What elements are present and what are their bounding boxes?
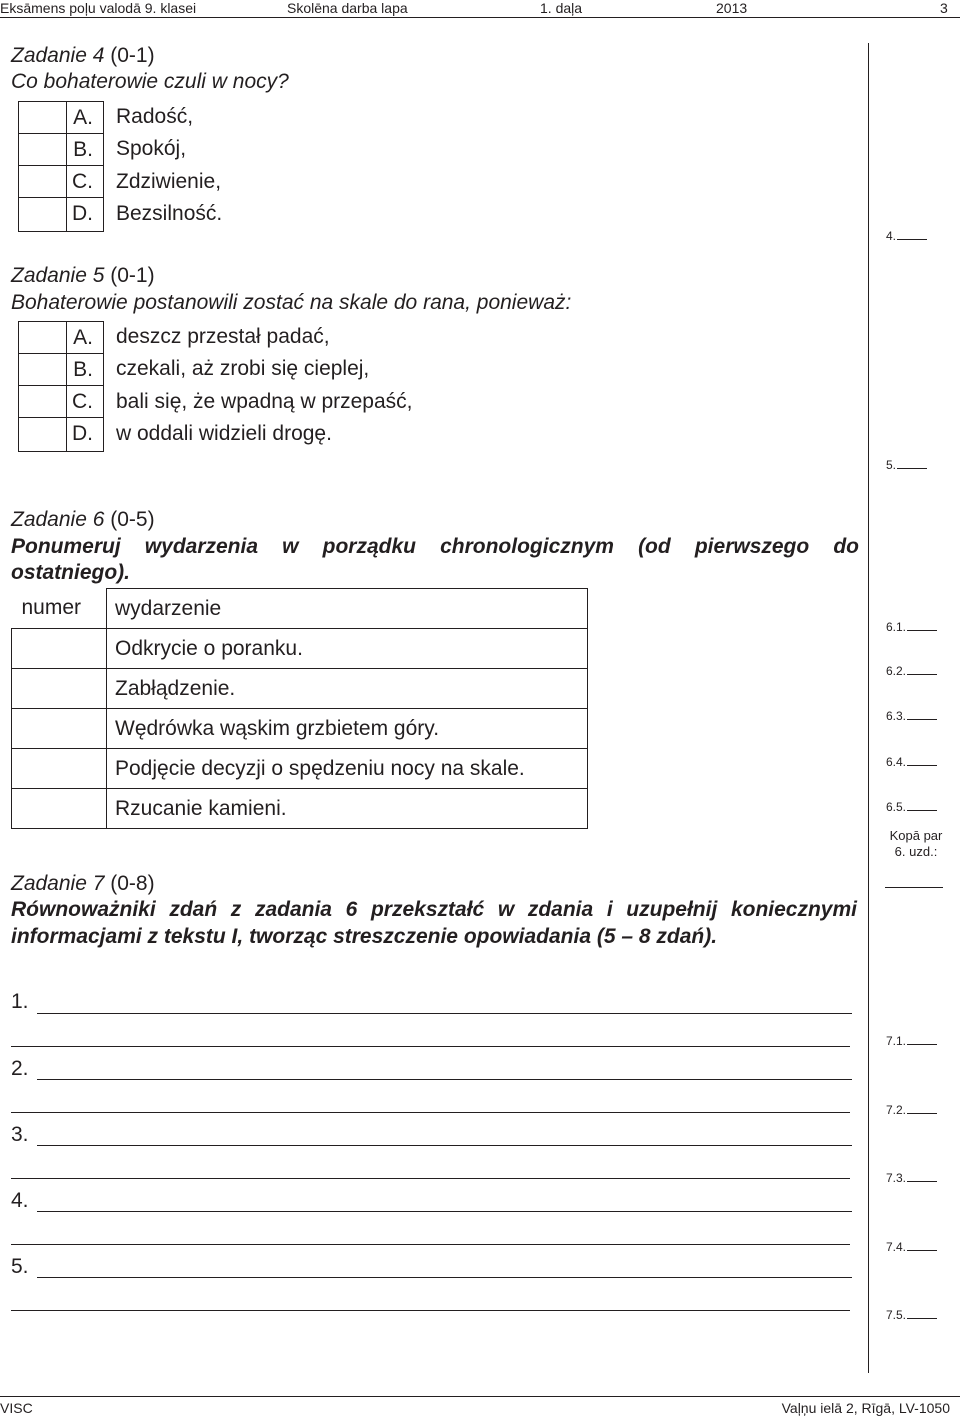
task4-option-b-text: Spokój, [116, 137, 187, 160]
score-7-2: 7.2. [886, 1103, 937, 1117]
answer-line-number: 4. [11, 1189, 29, 1212]
table-row [12, 749, 588, 789]
event-number-input[interactable] [12, 789, 107, 829]
task4-option-b-checkbox[interactable]: B. [19, 134, 103, 166]
event-number-input[interactable] [12, 749, 107, 789]
footer-address: Vaļņu ielā 2, Rīgā, LV-1050 [781, 1400, 950, 1416]
score-6-1: 6.1. [886, 620, 937, 634]
answer-line[interactable] [11, 1046, 850, 1047]
task7-instruction-line2: informacjami z tekstu I, tworząc streszczenie opowiadania (5 – 8 zdań). [11, 925, 718, 948]
task5-title: Zadanie 5 [11, 264, 105, 287]
task4-options-box [18, 101, 104, 232]
col-event-header: wydarzenie [107, 589, 588, 629]
task4-option-d-checkbox[interactable]: D. [72, 202, 93, 225]
score-7-3-field[interactable] [907, 1171, 937, 1182]
task5-option-c-checkbox[interactable]: C. [19, 386, 103, 418]
task5-option-a-checkbox[interactable]: A. [19, 322, 103, 354]
page-header [0, 0, 960, 18]
table-row [12, 709, 588, 749]
answer-line[interactable] [37, 1277, 852, 1278]
event-text: Odkrycie o poranku. [107, 629, 588, 669]
score-6-5: 6.5. [886, 800, 937, 814]
score-6-3-field[interactable] [907, 709, 937, 720]
score-5-field[interactable] [897, 458, 927, 469]
event-text: Podjęcie decyzji o spędzeniu nocy na skale. [107, 749, 588, 789]
answer-line[interactable] [11, 1112, 850, 1113]
task6-title: Zadanie 6 [11, 508, 105, 531]
task7-title: Zadanie 7 [11, 872, 105, 895]
part-label: 1. daļa [540, 0, 583, 16]
table-row [12, 789, 588, 829]
exam-title: Eksāmens poļu valodā 9. klasei [0, 0, 197, 16]
score-6-5-field[interactable] [907, 800, 937, 811]
score-7-3: 7.3. [886, 1171, 937, 1185]
score-6-4: 6.4. [886, 755, 937, 769]
score-7-1: 7.1. [886, 1034, 937, 1048]
answer-line[interactable] [37, 1211, 852, 1212]
table-row [12, 669, 588, 709]
page-footer [0, 1396, 960, 1416]
task7-heading [11, 872, 155, 896]
event-text: Rzucanie kamieni. [107, 789, 588, 829]
answer-line-number: 3. [11, 1123, 29, 1146]
task7-instruction-line1: Równoważniki zdań z zadania 6 przekształć w zdania i uzupełnij koniecznymi [11, 898, 857, 921]
answer-line-number: 2. [11, 1057, 29, 1080]
answer-line[interactable] [11, 1178, 850, 1179]
task4-question: Co bohaterowie czuli w nocy? [11, 70, 289, 93]
answer-line-number: 1. [11, 990, 29, 1013]
page-number: 3 [940, 0, 948, 16]
answer-line[interactable] [11, 1244, 850, 1245]
score-6-2: 6.2. [886, 664, 937, 678]
score-6-3: 6.3. [886, 709, 937, 723]
answer-line[interactable] [37, 1079, 852, 1080]
event-number-input[interactable] [12, 669, 107, 709]
answer-line[interactable] [11, 1310, 850, 1311]
task5-option-b-checkbox[interactable]: B. [19, 354, 103, 386]
task5-option-d-text: w oddali widzieli drogę. [116, 422, 332, 445]
task7-points: (0-8) [110, 872, 155, 895]
task4-option-c-checkbox[interactable]: C. [19, 166, 103, 198]
task6-events-table [11, 588, 588, 829]
task5-option-a-text: deszcz przestał padać, [116, 325, 330, 348]
event-text: Wędrówka wąskim grzbietem góry. [107, 709, 588, 749]
task6-total-field[interactable] [885, 887, 943, 888]
score-7-1-field[interactable] [907, 1034, 937, 1045]
task4-option-a-checkbox[interactable]: A. [19, 102, 103, 134]
task4-option-c-text: Zdziwienie, [116, 170, 222, 193]
task5-option-d-checkbox[interactable]: D. [72, 422, 93, 445]
score-6-1-field[interactable] [907, 620, 937, 631]
score-7-4-field[interactable] [907, 1240, 937, 1251]
task4-heading [11, 44, 155, 68]
score-7-2-field[interactable] [907, 1103, 937, 1114]
event-number-input[interactable] [12, 629, 107, 669]
margin-divider [868, 43, 869, 1373]
footer-org: VISC [0, 1400, 33, 1416]
task4-mark-column [19, 102, 67, 231]
task6-total-label: Kopā par 6. uzd.: [889, 828, 943, 859]
table-row [12, 629, 588, 669]
task5-option-c-text: bali się, że wpadną w przepaść, [116, 390, 413, 413]
score-4: 4. [886, 229, 927, 243]
task6-instruction-line2: ostatniego). [11, 561, 130, 584]
event-number-input[interactable] [12, 709, 107, 749]
task5-option-b-text: czekali, aż zrobi się cieplej, [116, 357, 370, 380]
event-text: Zabłądzenie. [107, 669, 588, 709]
score-7-5-field[interactable] [907, 1308, 937, 1319]
score-6-4-field[interactable] [907, 755, 937, 766]
task4-points: (0-1) [110, 44, 155, 67]
task5-mark-column [19, 322, 67, 451]
task5-points: (0-1) [110, 264, 155, 287]
task5-heading [11, 264, 155, 288]
section-title: Skolēna darba lapa [287, 0, 408, 16]
score-4-field[interactable] [897, 229, 927, 240]
task6-heading [11, 508, 155, 532]
task4-option-d-text: Bezsilność. [116, 202, 223, 225]
year-label: 2013 [716, 0, 748, 16]
answer-line[interactable] [37, 1013, 852, 1014]
task5-options-box [18, 321, 104, 452]
score-7-5: 7.5. [886, 1308, 937, 1322]
col-number-header: numer [12, 589, 107, 629]
answer-line-number: 5. [11, 1255, 29, 1278]
task5-question: Bohaterowie postanowili zostać na skale do rana, ponieważ: [11, 291, 572, 314]
score-7-4: 7.4. [886, 1240, 937, 1254]
score-6-2-field[interactable] [907, 664, 937, 675]
task4-title: Zadanie 4 [11, 44, 105, 67]
task6-points: (0-5) [110, 508, 155, 531]
task6-instruction-line1: Ponumeruj wydarzenia w porządku chronologicznym (od pierwszego do [11, 535, 859, 558]
task4-option-a-text: Radość, [116, 105, 194, 128]
answer-line[interactable] [37, 1145, 852, 1146]
score-5: 5. [886, 458, 927, 472]
